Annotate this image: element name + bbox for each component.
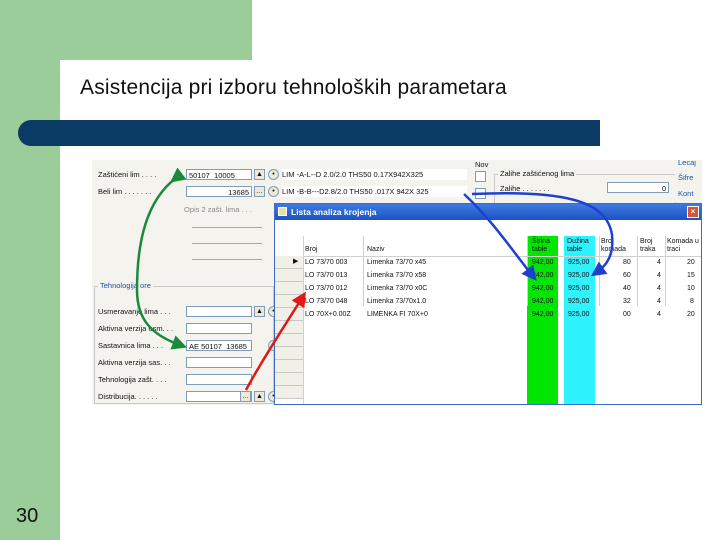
column-header[interactable]: Broj komada [601, 238, 626, 253]
right-panel-item[interactable]: Lecaj [678, 160, 696, 167]
green-arrow [137, 178, 180, 345]
title-underline-bar [18, 120, 600, 146]
blue-arrow-1 [464, 194, 532, 275]
broj-cell: LO 73/70 013 [305, 272, 348, 279]
sirina-cell: 942,00 [532, 298, 554, 305]
tehnologija-zast-label: Tehnologija zašt. . . . [98, 375, 167, 384]
page-number: 30 [16, 505, 39, 527]
dialog-title: Lista analiza krojenja [291, 207, 377, 217]
zalihe-field[interactable]: 0 [607, 182, 669, 193]
nov-label: Nov [475, 160, 489, 169]
broj-cell: LO 73/70 003 [305, 259, 348, 266]
traka-cell: 4 [657, 259, 661, 266]
aktivna-verzija-sas-label: Aktivna verzija sas. . . [98, 358, 171, 367]
u-traci-cell: 20 [687, 311, 695, 318]
column-header[interactable]: Širina table [532, 238, 550, 253]
sirina-cell: 942,00 [532, 311, 554, 318]
komada-cell: 00 [623, 311, 631, 318]
tehnologija-section-label: Tehnologija ore [100, 281, 151, 290]
zalihe-section-label: Zalihe zaštićenog lima [500, 169, 575, 178]
beli-info-button[interactable]: • [268, 186, 279, 197]
broj-cell: LO 73/70 012 [305, 285, 348, 292]
beli-lim-description: LIM -B-B---D2.8/2.0 THS50 .017X 942X 325 [282, 186, 467, 197]
zasticeni-lim-label: Zaštićeni lim . . . . [98, 170, 157, 179]
aktivna-verzija-usm-label: Aktivna verzija usm. . . [98, 324, 174, 333]
red-arrow [246, 298, 302, 390]
zasticeni-lookup-button[interactable]: ▲ [254, 169, 265, 180]
annotation-arrows [92, 160, 702, 405]
slide-top-strip [60, 0, 252, 60]
current-row-icon: ▶ [293, 258, 299, 265]
traka-cell: 4 [657, 272, 661, 279]
app-screenshot [92, 160, 702, 405]
distribucija-lookup-button[interactable]: … [242, 393, 249, 400]
sirina-cell: 942,00 [532, 285, 554, 292]
u-traci-cell: 8 [690, 298, 694, 305]
column-header[interactable]: Komada u traci [667, 238, 699, 253]
opis-label: Opis 2 zašt. lima . . . [184, 205, 252, 214]
sastavnica-field[interactable]: AE 50107_13685 [186, 340, 252, 351]
komada-cell: 80 [623, 259, 631, 266]
duzina-cell: 925,00 [568, 272, 590, 279]
duzina-cell: 925,00 [568, 285, 590, 292]
naziv-cell: LIMENKA FI 70X+0 [367, 311, 428, 318]
sirina-cell: 942,00 [532, 272, 554, 279]
naziv-cell: Limenka 73/70 x0C [367, 285, 428, 292]
broj-cell: LO 73/70 048 [305, 298, 348, 305]
slide-title: Asistencija pri izboru tehnoloških parametara [80, 76, 507, 99]
distribucija-up-button[interactable]: ▲ [254, 391, 265, 402]
zalihe-label: Zalihe . . . . . . . [500, 184, 550, 193]
komada-cell: 60 [623, 272, 631, 279]
u-traci-cell: 15 [687, 272, 695, 279]
column-header[interactable]: Naziv [367, 246, 385, 253]
naziv-cell: Limenka 73/70 x45 [367, 259, 427, 266]
naziv-cell: Limenka 73/70 x58 [367, 272, 427, 279]
komada-cell: 32 [623, 298, 631, 305]
zasticeni-lim-field[interactable]: 50107_10005 [186, 169, 252, 180]
right-panel-item[interactable]: Šifre [678, 173, 694, 182]
sastavnica-label: Sastavnica lima . . . [98, 341, 164, 350]
beli-lim-field[interactable]: 13685 [186, 186, 252, 197]
komada-cell: 40 [623, 285, 631, 292]
duzina-cell: 925,00 [568, 259, 590, 266]
beli-lookup-button[interactable]: … [256, 188, 263, 195]
right-panel-item[interactable]: Kont [678, 189, 694, 198]
traka-cell: 4 [657, 311, 661, 318]
u-traci-cell: 10 [687, 285, 695, 292]
zasticeni-lim-description: LIM -A-L--D 2.0/2.0 THS50 0.17X942X325 [282, 169, 467, 180]
usmeravanje-label: Usmeravanje lima . . . [98, 307, 171, 316]
sirina-cell: 942,00 [532, 259, 554, 266]
column-header[interactable]: Dužina table [567, 238, 589, 253]
duzina-cell: 925,00 [568, 298, 590, 305]
naziv-cell: Limenka 73/70x1.0 [367, 298, 427, 305]
zasticeni-info-button[interactable]: • [268, 169, 279, 180]
u-traci-cell: 20 [687, 259, 695, 266]
distribucija-label: Distribucija. . . . . . [98, 392, 158, 401]
traka-cell: 4 [657, 298, 661, 305]
broj-cell: LO 70X+0.00Z [305, 311, 351, 318]
blue-arrow-2 [472, 193, 612, 272]
duzina-cell: 925,00 [568, 311, 590, 318]
slide-sidebar [0, 0, 60, 540]
usmeravanje-lookup-button[interactable]: ▲ [254, 306, 265, 317]
close-icon[interactable]: × [687, 206, 699, 218]
beli-lim-label: Beli lim . . . . . . . [98, 187, 152, 196]
column-header[interactable]: Broj traka [640, 238, 656, 253]
column-header[interactable]: Broj [305, 246, 318, 253]
traka-cell: 4 [657, 285, 661, 292]
